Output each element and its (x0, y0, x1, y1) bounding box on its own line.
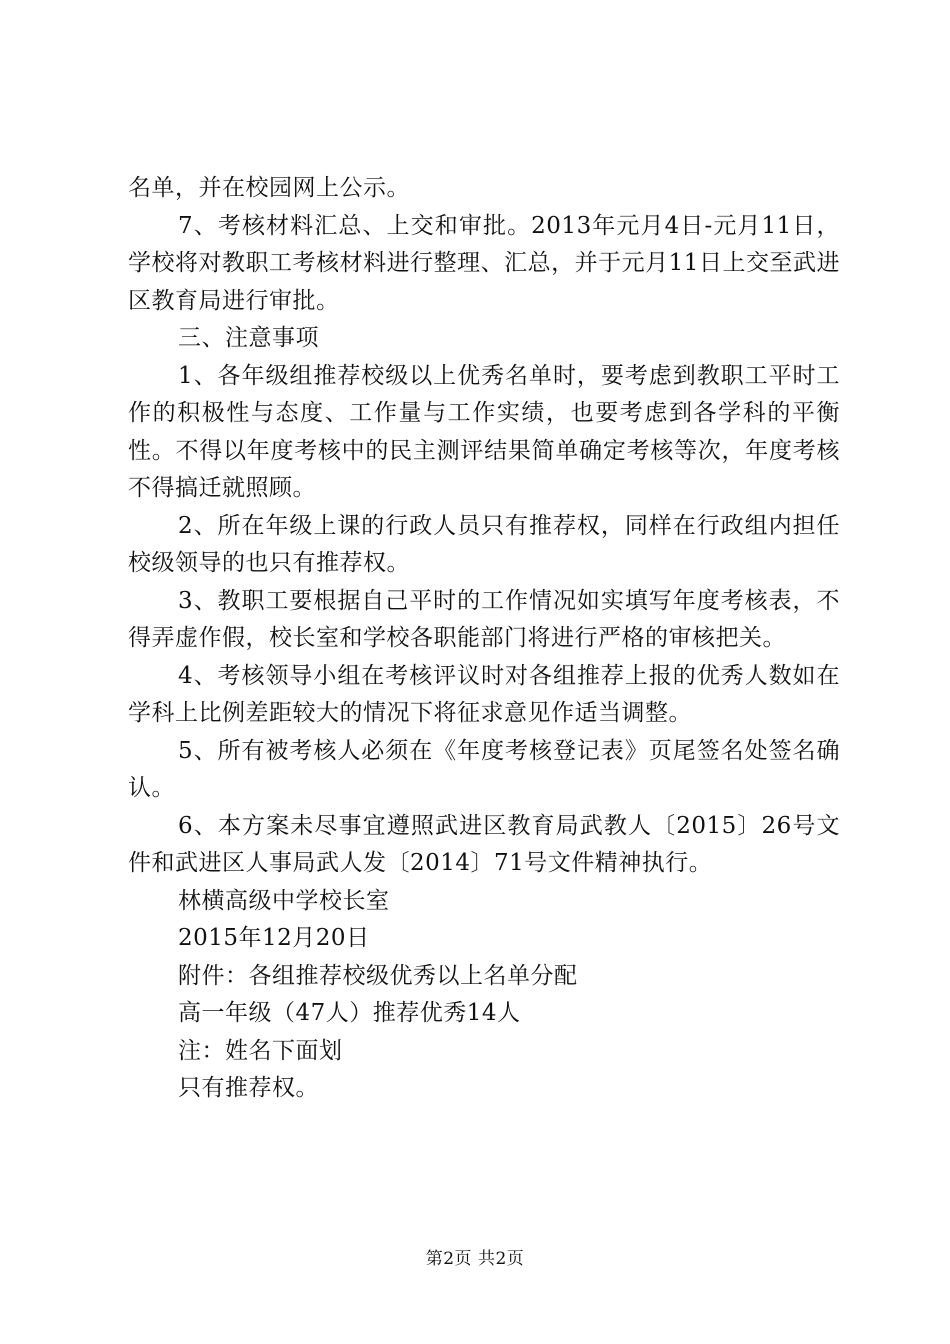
signature-date: 2015年12月20日 (178, 925, 370, 951)
attachment-note-continued: 只有推荐权。 (178, 1075, 319, 1101)
attachment-note: 注：姓名下面划 (178, 1037, 343, 1064)
paragraph-note-6: 6、本方案未尽事宜遵照武进区教育局武教人〔2015〕26号文件和武进区人事局武人发〔2014〕71号文件精神执行。 (128, 812, 840, 876)
document-body (128, 170, 840, 1108)
paragraph-item-7: 7、考核材料汇总、上交和审批。2013年元月4日-元月11日，学校将对教职工考核材料进行整理、汇总，并于元月11日上交至武进区教育局进行审批。 (128, 212, 840, 314)
paragraph-note-5: 5、所有被考核人必须在《年度考核登记表》页尾签名处签名确认。 (128, 737, 840, 801)
section-heading-notes: 三、注意事项 (178, 325, 319, 351)
signature-office: 林横高级中学校长室 (178, 887, 390, 914)
page-footer: 第2页 共2页 (425, 1249, 525, 1269)
attachment-grade-allocation: 高一年级（47人）推荐优秀14人 (178, 1000, 521, 1026)
paragraph-continuation: 名单，并在校园网上公示。 (128, 175, 410, 201)
attachment-title: 附件：各组推荐校级优秀以上名单分配 (178, 962, 578, 989)
paragraph-note-3: 3、教职工要根据自己平时的工作情况如实填写年度考核表，不得弄虚作假，校长室和学校各职能部门将进行严格的审核把关。 (128, 587, 840, 651)
paragraph-note-2: 2、所在年级上课的行政人员只有推荐权，同样在行政组内担任校级领导的也只有推荐权。 (128, 512, 840, 576)
paragraph-note-4: 4、考核领导小组在考核评议时对各组推荐上报的优秀人数如在学科上比例差距较大的情况下将征求意见作适当调整。 (128, 662, 840, 726)
paragraph-note-1: 1、各年级组推荐校级以上优秀名单时，要考虑到教职工平时工作的积极性与态度、工作量与工作实绩，也要考虑到各学科的平衡性。不得以年度考核中的民主测评结果简单确定考核等次，年度考核不得搞迁就照顾。 (128, 362, 840, 501)
